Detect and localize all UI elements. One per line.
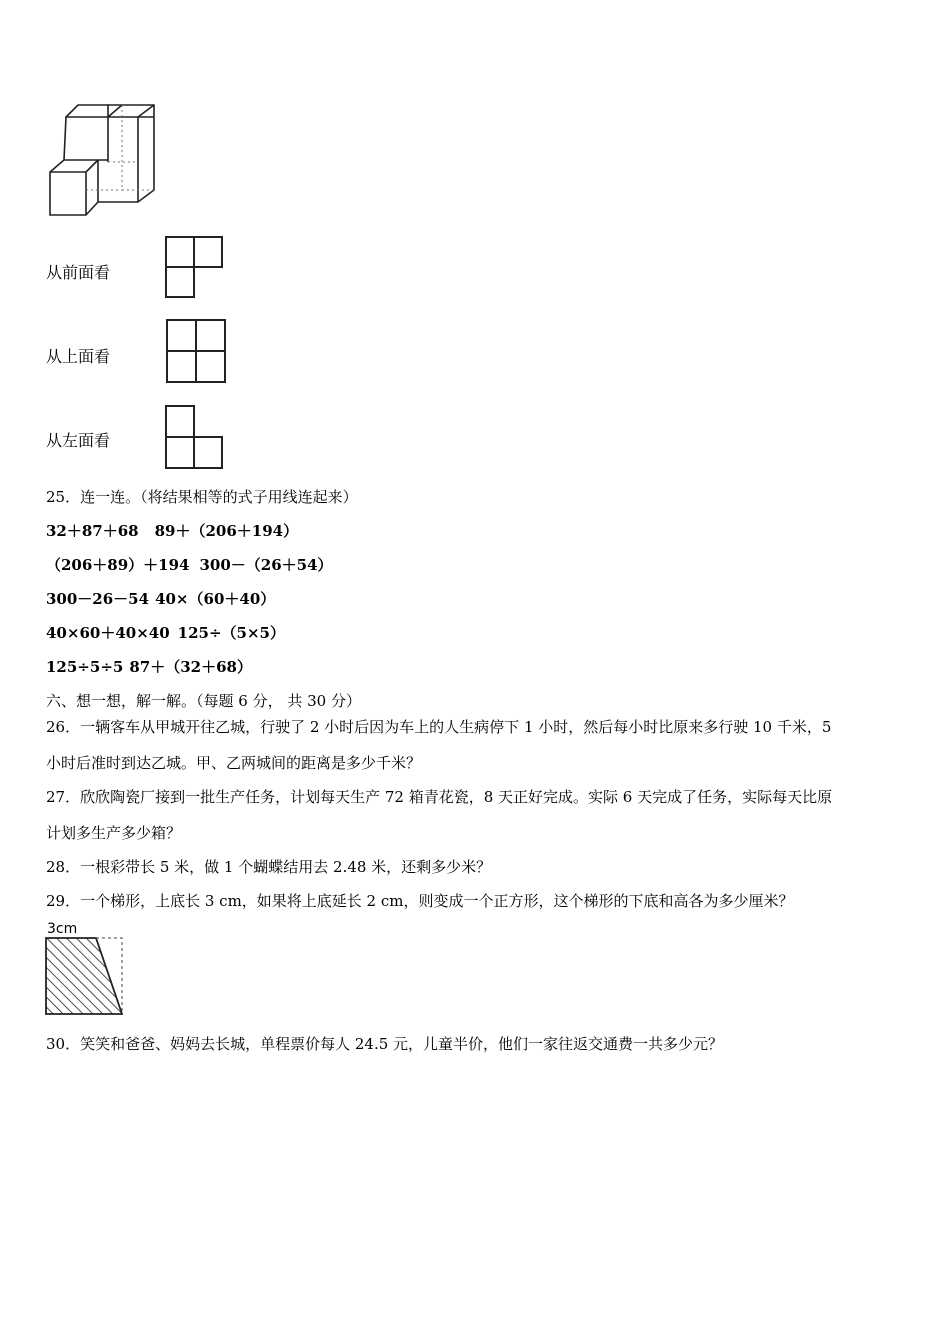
q25-title: 25．连一连。（将结果相等的式子用线连起来） [46,488,358,506]
q25-row-1-right: 89＋（206＋194） [154,522,299,540]
left-view-label: 从左面看 [46,431,111,450]
q25-row-3-right: 40×（60＋40） [155,590,276,608]
q26-line-1: 26．一辆客车从甲城开往乙城，行驶了 2 小时后因为车上的人生病停下 1 小时，然后每小时比原来多行驶 10 千米，5 [46,718,832,736]
q26-line-2: 小时后准时到达乙城。甲、乙两城间的距离是多少千米？ [46,754,422,772]
q25-row-4-left: 40×60＋40×40 [46,624,170,642]
q25-row-2 [46,555,333,575]
q27-line-1: 27．欣欣陶瓷厂接到一批生产任务，计划每天生产 72 箱青花瓷，8 天正好完成。实际 6 天完成了任务，实际每天比原 [46,788,833,806]
q25-row-3-left: 300－26－54 [46,590,150,608]
front-view-label: 从前面看 [46,263,111,282]
trapezoid-label-3cm: 3cm [47,921,78,937]
trapezoid-figure [44,936,126,1018]
top-view-label: 从上面看 [46,347,111,366]
q25-row-4 [46,623,285,643]
front-view-figure [164,235,224,299]
q25-row-5 [46,657,252,677]
q29-line-1: 29．一个梯形，上底长 3 cm，如果将上底延长 2 cm，则变成一个正方形，这个梯形的下底和高各为多少厘米？ [46,892,794,910]
q25-row-2-left: （206＋89）＋194 [46,556,190,574]
q25-row-3 [46,589,275,609]
top-view-figure [165,318,227,384]
q25-row-2-right: 300－（26＋54） [199,556,333,574]
section-6-heading: 六、想一想，解一解。（每题 6 分， 共 30 分） [46,692,361,710]
q25-row-5-right: 87＋（32＋68） [129,658,252,676]
q25-row-1 [46,521,298,541]
q27-line-2: 计划多生产多少箱？ [46,824,182,842]
q25-row-5-left: 125÷5÷5 [46,658,124,676]
left-view-figure [164,404,224,470]
q25-row-1-left: 32＋87＋68 [46,522,139,540]
cube-solid-figure [46,100,158,218]
q28-line-1: 28．一根彩带长 5 米，做 1 个蝴蝶结用去 2.48 米，还剩多少米？ [46,858,492,876]
q25-row-4-right: 125÷（5×5） [177,624,285,642]
q30-line-1: 30．笑笑和爸爸、妈妈去长城，单程票价每人 24.5 元，儿童半价，他们一家往返交通费一共多少元？ [46,1035,724,1053]
